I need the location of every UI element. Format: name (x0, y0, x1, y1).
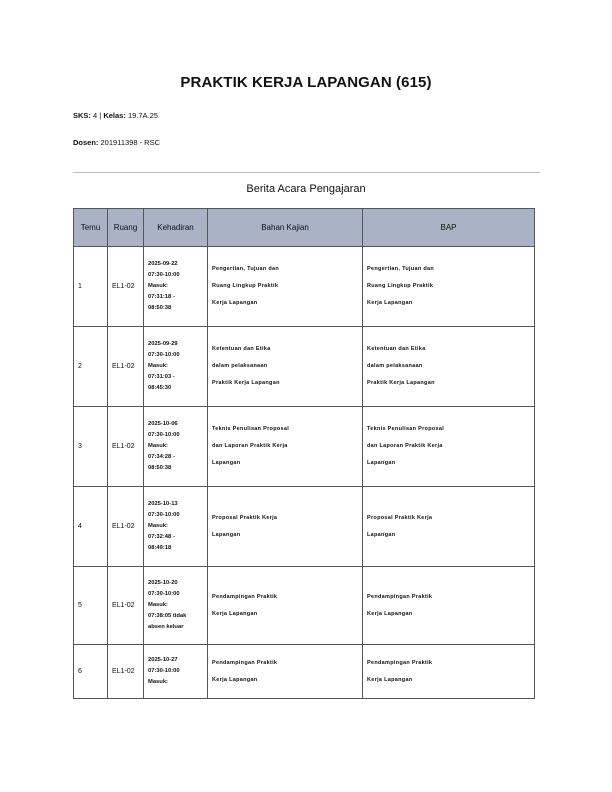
ruang-cell: EL1-02 (108, 407, 144, 487)
meta-separator: | (99, 111, 102, 120)
kehadiran-line: 07:30-10:00 (148, 432, 180, 438)
kehadiran-line: 07:30-10:00 (148, 512, 180, 518)
ruang-cell: EL1-02 (108, 567, 144, 645)
bap-table (73, 208, 535, 699)
bap-line: dan Laporan Praktik Kerja (367, 443, 443, 449)
bahan-kajian-cell (208, 407, 363, 487)
kehadiran-line: 07:30-10:00 (148, 352, 180, 358)
kehadiran-line: 2025-10-20 (148, 580, 178, 586)
section-title: Berita Acara Pengajaran (246, 183, 366, 195)
table-row (74, 645, 535, 699)
bahan-kajian-cell (208, 327, 363, 407)
bap-line: dalam pelaksanaan (367, 363, 423, 369)
bap-line: Praktik Kerja Lapangan (367, 380, 435, 386)
bahan-kajian-line: Kerja Lapangan (212, 300, 258, 306)
bap-cell (363, 567, 535, 645)
lecturer-info (73, 138, 160, 147)
table-row (74, 407, 535, 487)
kehadiran-line: 07:31:18 - (148, 294, 175, 300)
kehadiran-line: Masuk: (148, 523, 168, 529)
course-info (73, 111, 158, 120)
bahan-kajian-cell (208, 645, 363, 699)
temu-cell: 2 (74, 327, 108, 407)
bap-line: Ruang Lingkup Praktik (367, 283, 434, 289)
bap-cell (363, 247, 535, 327)
kehadiran-line: 08:50:38 (148, 465, 172, 471)
kehadiran-line: 2025-10-13 (148, 501, 178, 507)
bap-line: Lapangan (367, 531, 396, 538)
page-title: PRAKTIK KERJA LAPANGAN (615) (180, 74, 432, 91)
kehadiran-line: 08:45:30 (148, 385, 172, 391)
temu-cell: 6 (74, 645, 108, 699)
table-row (74, 567, 535, 645)
table-header-row (74, 209, 535, 247)
kehadiran-line: 07:30-10:00 (148, 668, 180, 674)
kehadiran-line: 2025-09-29 (148, 341, 178, 347)
bahan-kajian-cell (208, 567, 363, 645)
bap-line: Pendampingan Praktik (367, 659, 433, 666)
bap-line: Ketentuan dan Etika (367, 346, 426, 352)
ruang-cell: EL1-02 (108, 645, 144, 699)
bap-cell (363, 645, 535, 699)
ruang-cell: EL1-02 (108, 487, 144, 567)
bahan-kajian-line: Teknis Penulisan Proposal (212, 426, 290, 432)
bahan-kajian-line: Praktik Kerja Lapangan (212, 380, 280, 386)
kehadiran-cell (144, 247, 208, 327)
kehadiran-line: 2025-10-27 (148, 657, 178, 663)
bahan-kajian-line: Kerja Lapangan (212, 676, 258, 683)
kehadiran-line: 07:32:48 - (148, 534, 175, 540)
bap-line: Pendampingan Praktik (367, 593, 433, 600)
bap-cell (363, 407, 535, 487)
kehadiran-cell (144, 407, 208, 487)
kehadiran-line: 2025-10-06 (148, 421, 178, 427)
kehadiran-line: 07:30-10:00 (148, 272, 180, 278)
kehadiran-line: 07:30-10:00 (148, 591, 180, 597)
table-row (74, 247, 535, 327)
ruang-cell: EL1-02 (108, 327, 144, 407)
kehadiran-line: 08:49:18 (148, 545, 172, 551)
bahan-kajian-line: Pendampingan Praktik (212, 593, 278, 600)
header-ruang: Ruang (108, 209, 144, 247)
bahan-kajian-line: dalam pelaksanaan (212, 363, 268, 369)
kelas-label: Kelas: (103, 111, 126, 120)
header-bahan-kajian: Bahan Kajian (208, 209, 363, 247)
temu-cell: 1 (74, 247, 108, 327)
bap-cell (363, 487, 535, 567)
kehadiran-line: Masuk: (148, 363, 168, 369)
temu-cell: 4 (74, 487, 108, 567)
kehadiran-cell (144, 645, 208, 699)
kehadiran-line: Masuk: (148, 443, 168, 449)
kehadiran-line: 2025-09-22 (148, 261, 178, 267)
bap-cell (363, 327, 535, 407)
kehadiran-line: absen keluar (148, 624, 184, 630)
bahan-kajian-line: Lapangan (212, 531, 241, 538)
kehadiran-line: 07:31:03 - (148, 374, 175, 380)
table-row (74, 327, 535, 407)
kelas-value: 19.7A.25 (127, 111, 158, 120)
kehadiran-line: Masuk: (148, 602, 168, 608)
kehadiran-line: 07:38:05 tidak (148, 613, 187, 619)
bahan-kajian-cell (208, 487, 363, 567)
bahan-kajian-line: Kerja Lapangan (212, 610, 258, 617)
kehadiran-line: 08:50:38 (148, 305, 172, 311)
bahan-kajian-line: Ketentuan dan Etika (212, 346, 271, 352)
kehadiran-cell (144, 487, 208, 567)
bap-line: Teknis Penulisan Proposal (367, 426, 445, 432)
bahan-kajian-line: Pendampingan Praktik (212, 659, 278, 666)
bap-line: Kerja Lapangan (367, 300, 413, 306)
dosen-value: 201911398 - RSC (100, 138, 160, 147)
bahan-kajian-cell (208, 247, 363, 327)
kehadiran-line: Masuk: (148, 283, 168, 289)
bahan-kajian-line: dan Laporan Praktik Kerja (212, 443, 288, 449)
kehadiran-cell (144, 327, 208, 407)
ruang-cell: EL1-02 (108, 247, 144, 327)
bap-line: Proposal Praktik Kerja (367, 514, 433, 521)
divider (73, 172, 540, 173)
bap-line: Kerja Lapangan (367, 610, 413, 617)
table-row (74, 487, 535, 567)
bahan-kajian-line: Lapangan (212, 460, 241, 466)
kehadiran-line: 07:34:28 - (148, 454, 175, 460)
bap-line: Kerja Lapangan (367, 676, 413, 683)
kehadiran-cell (144, 567, 208, 645)
header-kehadiran: Kehadiran (144, 209, 208, 247)
temu-cell: 3 (74, 407, 108, 487)
bap-line: Pengertian, Tujuan dan (367, 266, 435, 272)
dosen-label: Dosen: (73, 138, 99, 147)
bahan-kajian-line: Proposal Praktik Kerja (212, 514, 278, 521)
bahan-kajian-line: Ruang Lingkup Praktik (212, 283, 279, 289)
sks-label: SKS: (73, 111, 91, 120)
header-bap: BAP (363, 209, 535, 247)
temu-cell: 5 (74, 567, 108, 645)
sks-value: 4 (93, 111, 98, 120)
bahan-kajian-line: Pengertian, Tujuan dan (212, 266, 280, 272)
bap-line: Lapangan (367, 460, 396, 466)
kehadiran-line: Masuk: (148, 679, 168, 685)
header-temu: Temu (74, 209, 108, 247)
